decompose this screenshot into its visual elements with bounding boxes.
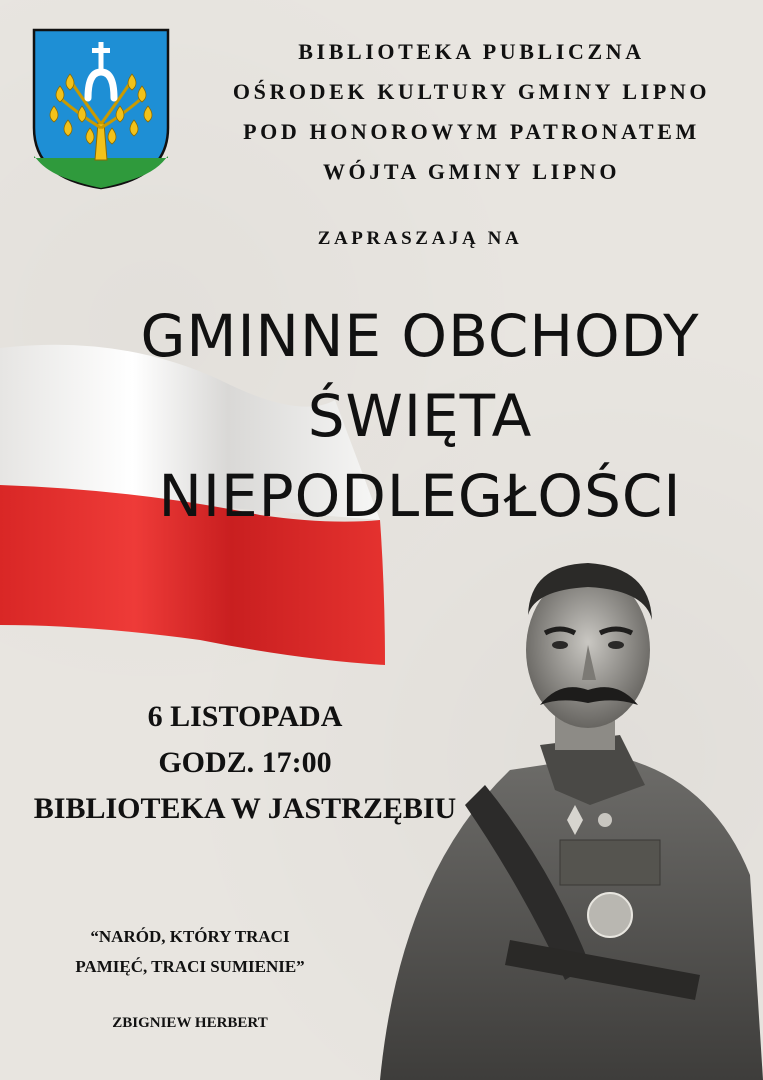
event-time: GODZ. 17:00 — [158, 746, 332, 779]
quote-line: PAMIĘĆ, TRACI SUMIENIE” — [75, 957, 305, 976]
coat-of-arms-logo — [32, 28, 170, 190]
event-place: BIBLIOTEKA W JASTRZĘBIU — [33, 792, 457, 825]
event-title — [100, 296, 740, 536]
invite-text: ZAPRASZAJĄ NA — [317, 228, 523, 249]
event-details — [0, 694, 490, 832]
header-line: BIBLIOTEKA PUBLICZNA — [298, 39, 645, 64]
organizer-header — [180, 32, 763, 192]
title-line: GMINNE OBCHODY — [140, 302, 700, 370]
header-line: POD HONOROWYM PATRONATEM — [243, 119, 700, 144]
event-date: 6 LISTOPADA — [147, 700, 343, 733]
title-line: NIEPODLEGŁOŚCI — [158, 462, 682, 530]
quote-line: “NARÓD, KTÓRY TRACI — [90, 927, 290, 946]
header-line: OŚRODEK KULTURY GMINY LIPNO — [232, 79, 711, 104]
title-line: ŚWIĘTA — [307, 382, 533, 450]
quote — [20, 922, 360, 982]
quote-author: ZBIGNIEW HERBERT — [112, 1015, 268, 1031]
header-line: WÓJTA GMINY LIPNO — [322, 159, 621, 184]
